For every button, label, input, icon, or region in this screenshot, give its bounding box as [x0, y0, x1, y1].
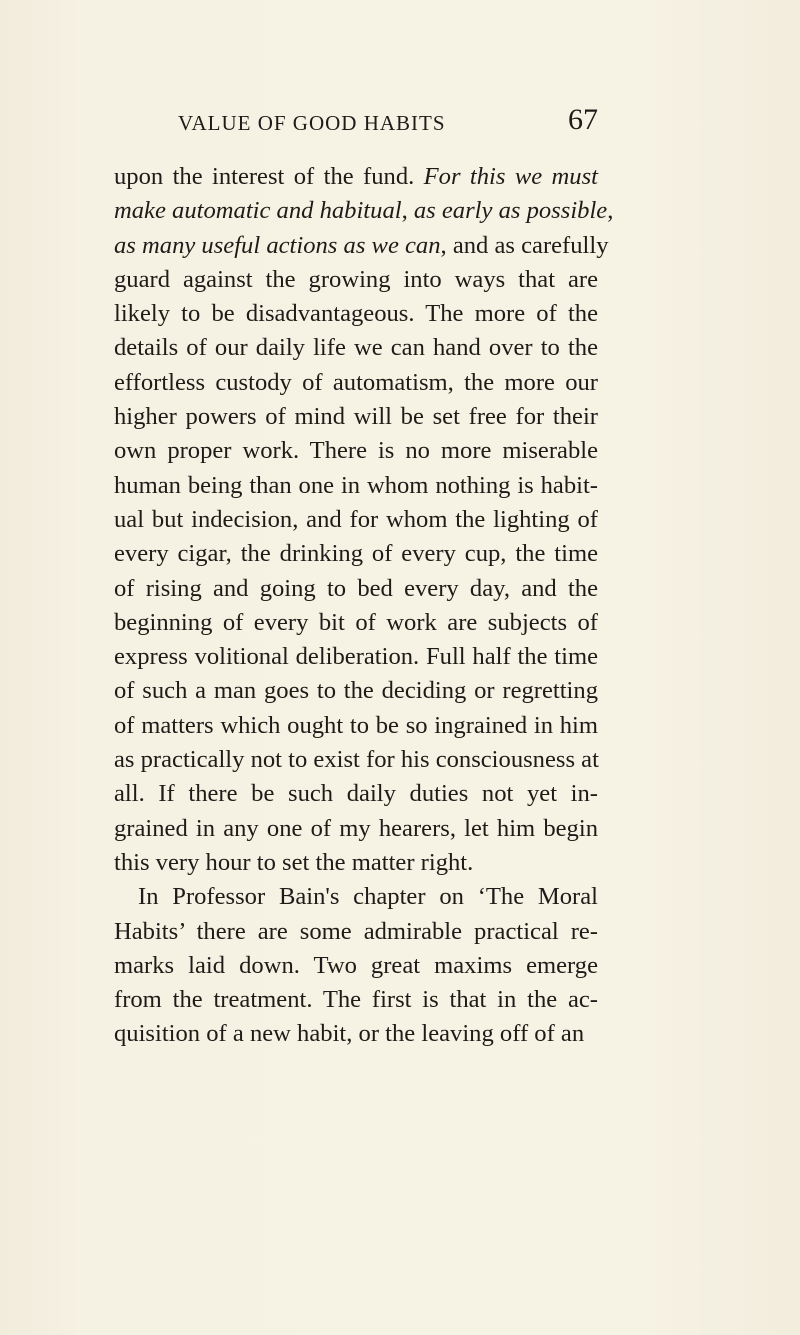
text-line	[114, 434, 598, 468]
text-line	[114, 812, 598, 846]
text-line	[114, 1017, 598, 1051]
text-segment: of rising and going to bed every day, and the	[114, 574, 598, 602]
body-text	[114, 160, 614, 1052]
text-segment: grained in any one of my hearers, let him begin	[114, 814, 598, 842]
text-segment: all. If there be such daily duties not yet in-	[114, 780, 598, 808]
text-line	[114, 983, 598, 1017]
text-segment: ual but indecision, and for whom the lighting of	[114, 505, 598, 533]
text-line	[114, 674, 598, 708]
text-segment: every cigar, the drinking of every cup, the time	[114, 540, 598, 568]
text-line	[114, 469, 598, 503]
text-line	[114, 880, 598, 914]
italic-text: make automatic and habitual	[114, 197, 402, 225]
text-segment: Habits’ there are some admirable practical re-	[114, 917, 598, 945]
text-segment: beginning of every bit of work are subjects of	[114, 608, 598, 636]
text-line	[114, 777, 598, 811]
text-segment: effortless custody of automatism, the more our	[114, 368, 598, 396]
text-line	[114, 743, 598, 777]
text-segment: own proper work. There is no more miserable	[114, 437, 598, 465]
text-segment: as practically not to exist for his consciousness at	[114, 746, 599, 774]
text-line	[114, 366, 598, 400]
italic-text: as many useful actions as we can	[114, 231, 441, 259]
text-line	[114, 606, 598, 640]
text-segment: details of our daily life we can hand over to the	[114, 334, 598, 362]
text-line	[114, 263, 598, 297]
text-line	[114, 709, 598, 743]
text-line	[114, 400, 598, 434]
text-line	[114, 160, 598, 194]
text-segment: from the treatment. The first is that in the ac-	[114, 986, 598, 1014]
text-line	[114, 229, 609, 263]
text-line	[114, 194, 614, 228]
page-number: 67	[568, 103, 598, 136]
text-segment: higher powers of mind will be set free for their	[114, 403, 598, 431]
text-segment: human being than one in whom nothing is habit-	[114, 471, 598, 499]
text-line	[114, 572, 598, 606]
running-head	[178, 108, 596, 138]
text-segment: of such a man goes to the deciding or regretting	[114, 677, 598, 705]
text-line	[114, 297, 598, 331]
text-line	[114, 331, 598, 365]
text-segment: marks laid down. Two great maxims emerge	[114, 951, 598, 979]
text-segment: this very hour to set the matter right.	[114, 848, 474, 876]
text-segment: In Professor Bain's chapter on ‘The Moral	[138, 883, 598, 911]
text-segment: likely to be disadvantageous. The more of the	[114, 300, 598, 328]
text-segment: ,	[401, 197, 414, 225]
text-segment: express volitional deliberation. Full half the time	[114, 643, 598, 671]
text-line	[114, 537, 598, 571]
text-segment: of matters which ought to be so ingrained in him	[114, 711, 598, 739]
text-line	[114, 640, 598, 674]
text-line	[114, 915, 598, 949]
text-line	[114, 949, 598, 983]
italic-text: as early as possible	[413, 197, 608, 225]
text-segment: ,	[607, 197, 614, 225]
text-segment: , and as carefully	[440, 231, 609, 259]
text-line	[114, 846, 598, 880]
text-line	[114, 503, 598, 537]
text-segment: upon the interest of the fund.	[114, 163, 424, 190]
running-title: VALUE OF GOOD HABITS	[178, 111, 446, 135]
text-segment: quisition of a new habit, or the leaving off of an	[114, 1020, 585, 1048]
text-segment: guard against the growing into ways that are	[114, 265, 598, 293]
italic-text: For this we must	[423, 163, 598, 190]
